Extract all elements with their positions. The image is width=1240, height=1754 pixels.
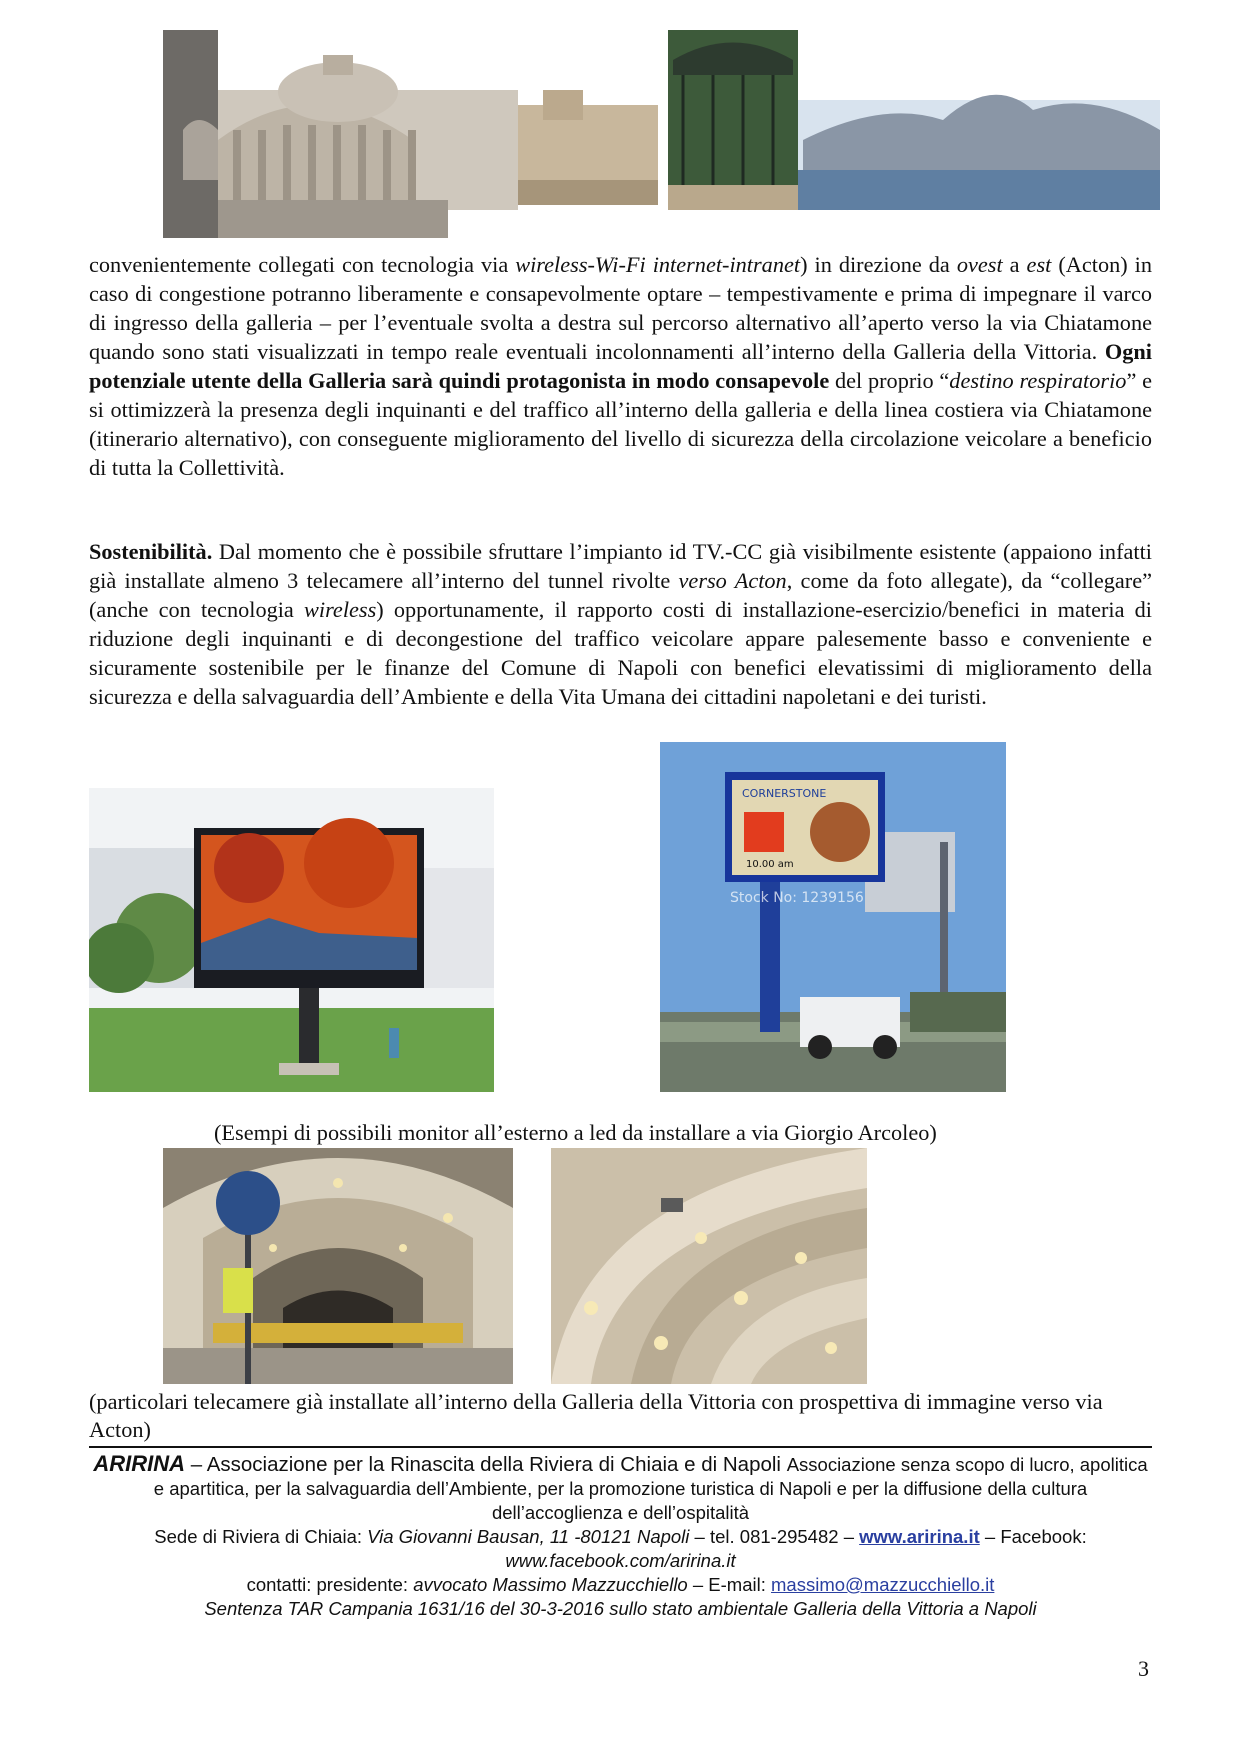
- paragraph-sustainability: [89, 537, 1152, 711]
- text-italic: wireless: [304, 597, 377, 622]
- facebook-url: www.facebook.com/aririna.it: [505, 1550, 736, 1571]
- sede-address: Via Giovanni Bausan, 11 -80121 Napoli: [367, 1526, 690, 1547]
- screen-time-text: 10.00 am: [746, 859, 794, 870]
- president-name: avvocato Massimo Mazzucchiello: [413, 1574, 688, 1595]
- stock-watermark: Stock No: 1239156: [730, 890, 864, 906]
- text-span: ” e si ottimizzerà la presenza degli inquinanti e del traffico all’interno della galleria e della linea costiera via Chiatamone (itinerario alternativo), con conseguente miglioramento del livello di sicurezza della circolazione veicolare a beneficio di tutta la Collettività.: [89, 368, 1152, 480]
- telephone: – tel. 081-295482 –: [689, 1526, 860, 1547]
- footer-contacts-line: [89, 1573, 1152, 1597]
- brand-name: ARIRINA: [93, 1451, 186, 1476]
- text-span: a: [1002, 252, 1027, 277]
- text-italic: ovest: [956, 252, 1003, 277]
- text-bold: Ogni potenziale utente della Galleria sarà quindi protagonista in modo consapevole: [89, 339, 1152, 393]
- email-link[interactable]: massimo@mazzucchiello.it: [771, 1574, 995, 1595]
- caption-monitors: (Esempi di possibili monitor all’esterno a led da installare a via Giorgio Arcoleo): [214, 1120, 937, 1145]
- text-span: (Acton) in caso di congestione potranno liberamente e consapevolmente optare – tempestivamente e prima di impegnare il varco di ingresso della galleria – per l’eventuale svolta a destra sul percorso alternativo all’aperto verso la via Chiatamone quando sono stati visualizzati in tempo reale eventuali incolonnamenti all’interno della Galleria della Vittoria.: [89, 252, 1152, 364]
- sustainability-heading: Sostenibilità.: [89, 539, 213, 564]
- screen-brand-text: CORNERSTONE: [742, 787, 827, 800]
- text-italic: destino respiratorio: [949, 368, 1127, 393]
- email-label: – E-mail:: [687, 1574, 772, 1595]
- led-billboard-photo-road: [660, 742, 1006, 1092]
- sede-label: Sede di Riviera di Chiaia:: [154, 1526, 368, 1547]
- facebook-label: – Facebook:: [979, 1526, 1087, 1547]
- text-span: ) in direzione da: [800, 252, 957, 277]
- footer: [89, 1452, 1152, 1621]
- page-number: 3: [1138, 1656, 1149, 1681]
- text-span: ) opportunamente, il rapporto costi di installazione-esercizio/benefici in materia di riduzione degli inquinanti e di decongestione del traffico veicolare appare palesemente basso e conveniente e sicuramente sostenibile per le finanze del Comune di Napoli con benefici elevatissimi di miglioramento della sicurezza e della salvaguardia dell’Ambiente e della Vita Umana dei cittadini napoletani e dei turisti.: [89, 597, 1153, 709]
- tunnel-photo-ceiling: [551, 1148, 867, 1384]
- contacts-label: contatti: presidente:: [246, 1574, 414, 1595]
- text-italic: verso Acton: [678, 568, 787, 593]
- text-span: convenientemente collegati con tecnologia via: [89, 252, 516, 277]
- text-span: del proprio “: [829, 368, 950, 393]
- website-link[interactable]: www.aririna.it: [859, 1526, 980, 1547]
- tunnel-photo-entrance: [163, 1148, 513, 1384]
- text-italic: est: [1026, 252, 1052, 277]
- text-span: , come da foto allegate), da “collegare” (anche con tecnologia: [89, 568, 1152, 622]
- text-italic: wireless-Wi-Fi internet-intranet: [515, 252, 801, 277]
- text-span: Dal momento che è possibile sfruttare l’impianto id TV.-CC già visibilmente esistente (appaiono infatti già installate almeno 3 telecamere all’interno del tunnel rivolte: [89, 539, 1152, 593]
- association-name: – Associazione per la Rinascita della Riviera di Chiaia e di Napoli: [185, 1453, 787, 1476]
- led-billboard-photo-park: [89, 788, 494, 1092]
- footer-address-line: [89, 1525, 1152, 1573]
- association-description: Associazione senza scopo di lucro, apolitica e apartitica, per la salvaguardia dell’Ambiente, per la promozione turistica di Napoli e per la diffusione della cultura dell’accoglienza e dell’ospitalità: [153, 1454, 1148, 1523]
- footer-association-line: [89, 1452, 1152, 1525]
- caption-cameras: (particolari telecamere già installate all’interno della Galleria della Vittoria con prospettiva di immagine verso via Acton): [89, 1389, 1103, 1442]
- sentenza-text: Sentenza TAR Campania 1631/16 del 30-3-2016 sullo stato ambientale Galleria della Vittoria a Napoli: [204, 1598, 1037, 1619]
- footer-divider: [89, 1446, 1152, 1448]
- header-banner: [163, 30, 1160, 238]
- footer-sentenza-line: [89, 1597, 1152, 1621]
- paragraph-intro: [89, 250, 1152, 482]
